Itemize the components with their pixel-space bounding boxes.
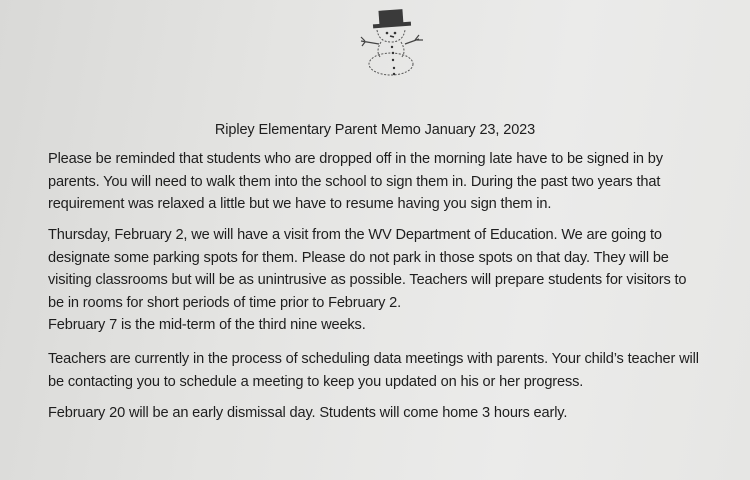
text-line: Thursday, February 2, we will have a visit from the WV Department of Education. We are going to (48, 227, 662, 243)
text-line: requirement was relaxed a little but we have to resume having you sign them in. (48, 196, 552, 212)
text-line: Teachers are currently in the process of scheduling data meetings with parents. Your child’s teacher will (48, 351, 699, 367)
text-line: be in rooms for short periods of time prior to February 2. (48, 294, 402, 311)
paragraph-late-dropoff (48, 148, 738, 216)
text-line: Please be reminded that students who are dropped off in the morning late have to be signed in by (48, 151, 663, 167)
paragraph-early-dismissal (48, 402, 738, 425)
text-line: be contacting you to schedule a meeting to keep you updated on his or her progress. (48, 373, 584, 390)
paragraph-wv-visit (48, 224, 738, 314)
paragraph-data-meetings (48, 348, 738, 393)
text-line: visiting classrooms but will be as unintrusive as possible. Teachers will prepare students for visitors to (48, 272, 687, 288)
text-line: February 7 is the mid-term of the third nine weeks. (48, 317, 366, 333)
snowman-icon (357, 6, 437, 76)
text-line: parents. You will need to walk them into the school to sign them in. During the past two years that (48, 173, 661, 190)
memo-title: Ripley Elementary Parent Memo January 23, 2023 (214, 122, 536, 138)
paragraph-midterm (48, 314, 738, 337)
text-line: February 20 will be an early dismissal day. Students will come home 3 hours early. (48, 405, 568, 421)
text-line: designate some parking spots for them. Please do not park in those spots on that day. They will be (48, 249, 669, 266)
